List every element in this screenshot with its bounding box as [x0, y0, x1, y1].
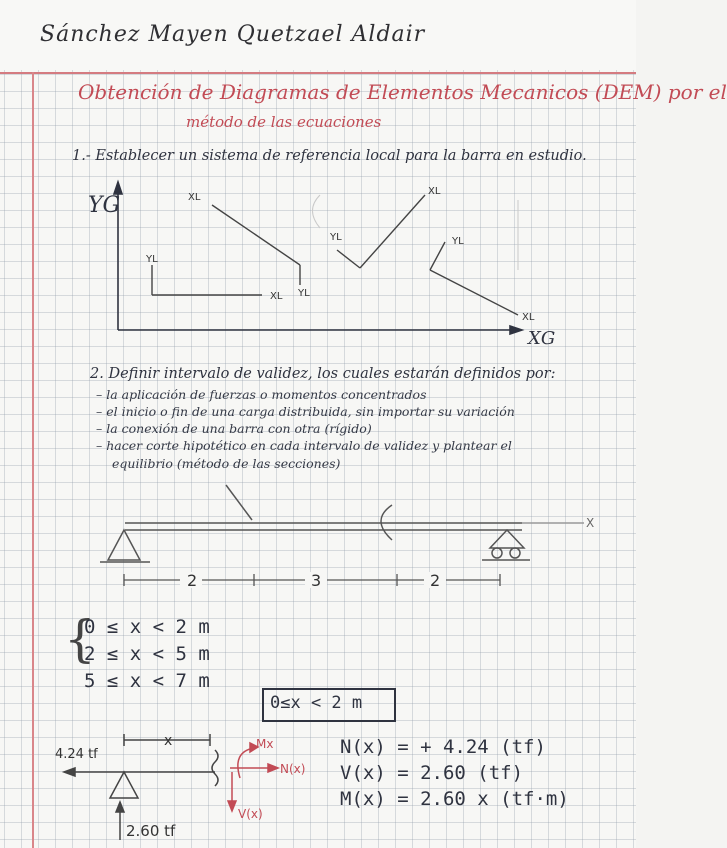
equation-shear: V(x) = 2.60 (tf) [340, 762, 524, 784]
x-dimension-label: x [164, 733, 173, 749]
horizontal-force-label: 4.24 tf [55, 747, 98, 762]
vertical-reaction-label: 2.60 tf [126, 822, 176, 840]
bullet-1: – la aplicación de fuerzas o momentos concentrados [96, 387, 427, 402]
yg-label: YG [88, 193, 121, 218]
bullet-4-continuation: equilibrio (método de las secciones) [112, 456, 341, 471]
moment-label: Mx [256, 737, 274, 751]
yl-label-3: YL [330, 232, 342, 243]
normal-force-arrowhead [268, 764, 278, 772]
step-2-text: 2. Definir intervalo de validez, los cuales estarán definidos por: [90, 366, 556, 382]
shear-force-label: V(x) [238, 807, 263, 821]
normal-force-label: N(x) [280, 762, 306, 776]
segment-length-2: 3 [311, 571, 322, 590]
xg-label: XG [528, 328, 556, 349]
segment-length-3: 2 [430, 571, 441, 590]
equation-normal: N(x) = + 4.24 (tf) [340, 736, 546, 758]
horizontal-force-arrowhead [64, 768, 75, 776]
interval-3: 5 ≤ x < 7 m [84, 670, 210, 692]
page-subtitle: método de las ecuaciones [186, 113, 382, 131]
xl-label-3: XL [428, 186, 441, 197]
yl-label-1: YL [146, 254, 158, 265]
shear-force-arrowhead [228, 801, 236, 811]
section-cut [212, 750, 218, 786]
interval-brace: { [64, 610, 96, 668]
step-1-text: 1.- Establecer un sistema de referencia local para la barra en estudio. [72, 148, 587, 164]
interval-1: 0 ≤ x < 2 m [84, 616, 210, 638]
bullet-2: – el inicio o fin de una carga distribuida, sin importar su variación [96, 404, 515, 419]
current-interval-label: 0≤x < 2 m [270, 693, 363, 713]
segment-length-1: 2 [187, 571, 198, 590]
xl-label-2: XL [270, 291, 283, 302]
xl-label-4: XL [522, 312, 535, 323]
vertical-reaction-arrowhead [116, 802, 124, 812]
bullet-3: – la conexión de una barra con otra (rígido) [96, 421, 372, 436]
xl-label-1: XL [188, 192, 201, 203]
interval-2: 2 ≤ x < 5 m [84, 643, 210, 665]
yl-label-4: YL [452, 236, 464, 247]
author-name: Sánchez Mayen Quetzael Aldair [40, 22, 426, 47]
beam-x-label: X [586, 516, 595, 530]
equation-moment: M(x) = 2.60 x (tf·m) [340, 788, 569, 810]
yl-label-2: YL [298, 288, 310, 299]
moment-arc [238, 748, 254, 778]
bullet-4: – hacer corte hipotético en cada intervalo de validez y plantear el [96, 438, 512, 453]
fbd-pin-support [110, 772, 138, 798]
page-title: Obtención de Diagramas de Elementos Mecanicos (DEM) por el [78, 80, 727, 104]
